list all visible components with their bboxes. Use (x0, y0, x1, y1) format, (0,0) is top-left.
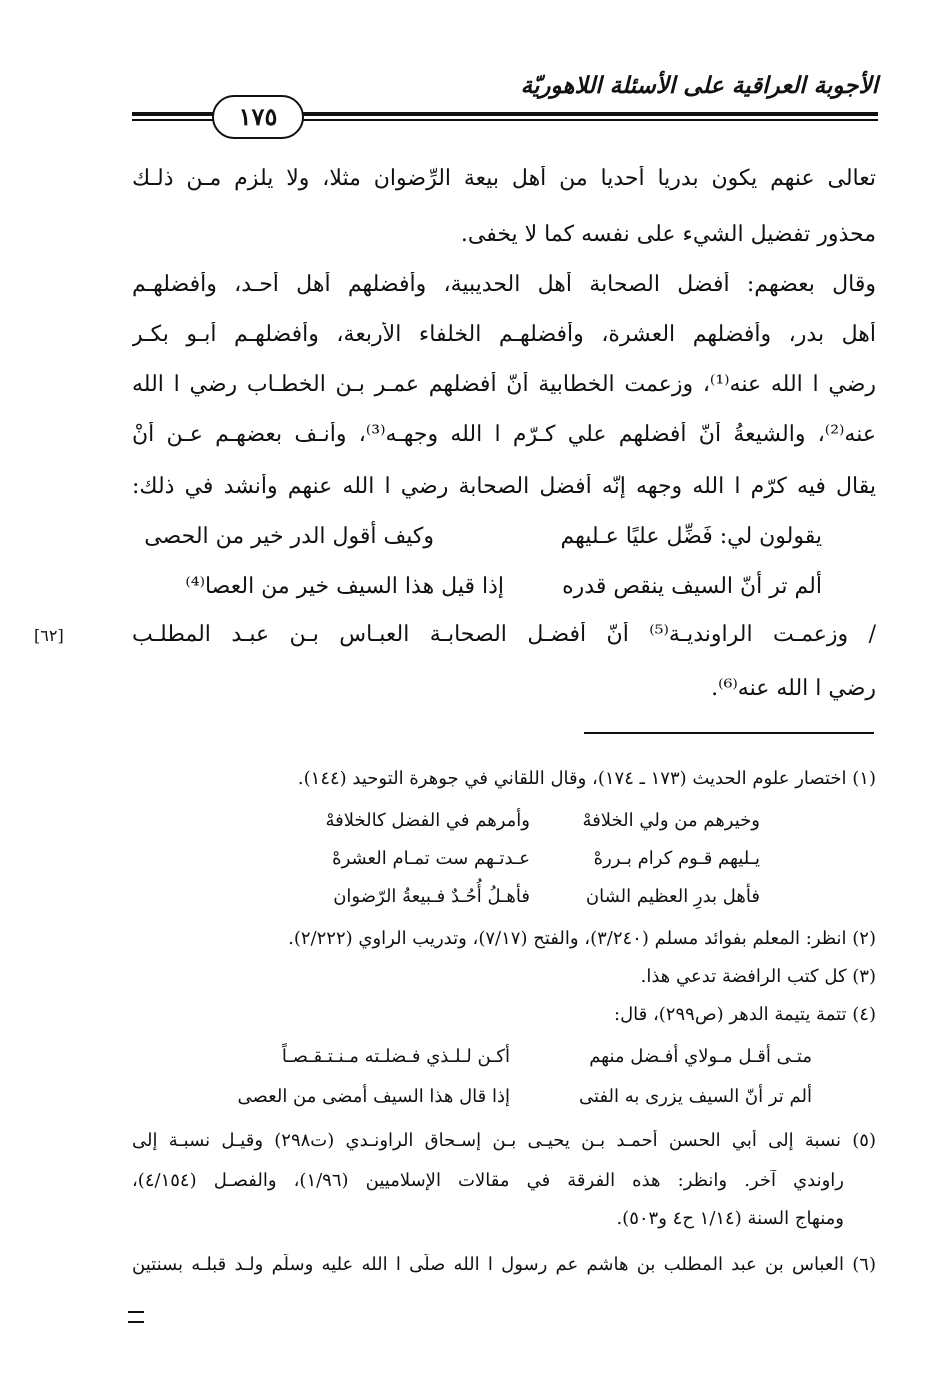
verse1-right: يقولون لي: فَضِّل عليًا عـليهم (560, 524, 822, 549)
footnote-6: (٦) العباس بن عبد المطلب بن هاشم عم رسول ا الله صلّى ا الله عليه وسلّم ولـد قبلـه بسنتين (132, 1254, 876, 1275)
verse2-right: ألم تر أنّ السيف ينقص قدره (562, 574, 822, 599)
footnote-2: (٢) انظر: المعلم بفوائد مسلم (٣/٢٤٠)، والفتح (٧/١٧)، وتدريب الراوي (٢/٢٢٢). (288, 928, 876, 949)
body-line-9: رضي ا الله عنه⁽⁶⁾. (711, 676, 876, 701)
fn4-verse2-left: إذا قال هذا السيف أمضى من العصى (237, 1086, 510, 1107)
body-line-2: محذور تفضيل الشيء على نفسه كما لا يخفى. (460, 222, 876, 247)
footnote-5-line2: راوندي آخر. وانظر: هذه الفرقة في مقالات الإسلاميين (١/٩٦)، والفصـل (٤/١٥٤)، (132, 1170, 844, 1191)
fn1-verse2-left: عـدتـهم ست تمـام العشرهْ (332, 848, 530, 869)
fn1-verse1-left: وأمرهم في الفضل كالخلافهْ (325, 810, 530, 831)
footnote-5-line3: ومنهاج السنة (١/١٤ ح٤ و٥٠٣). (616, 1208, 844, 1229)
body-line-7: يقال فيه كرّم ا الله وجهه إنّه أفضل الصحابة رضي ا الله عنهم وأنشد في ذلك: (132, 474, 876, 499)
footnote-separator (584, 732, 874, 734)
margin-reference: [٦٢] (34, 626, 64, 645)
body-line-1: تعالى عنهم يكون بدريا أحديا من أهل بيعة الرِّضوان مثلا، ولا يلزم مـن ذلـك (132, 166, 876, 191)
fn4-verse1-right: متـى أقـل مـولاي أفـضل منهم (589, 1046, 812, 1067)
body-line-4: أهل بدر، وأفضلهم العشرة، وأفضلهـم الخلفاء الأربعة، وأفضلهـم أبـو بكـر (132, 322, 876, 347)
page-number: ١٧٥ (212, 95, 304, 139)
body-line-3: وقال بعضهم: أفضل الصحابة أهل الحديبية، وأفضلهم أهل أحـد، وأفضلهـم (132, 272, 876, 297)
body-line-6: عنه⁽²⁾، والشيعةُ أنّ أفضلهم علي كـرّم ا الله وجهـه⁽³⁾، وأنـف بعضهـم عـن أنْ (132, 422, 876, 447)
footnote-5-line1: (٥) نسبة إلى أبي الحسن أحمـد بـن يحيـى بـن إسـحاق الراونـدي (ت٢٩٨) وقيـل نسبـة إلى (132, 1130, 876, 1151)
footnote-1: (١) اختصار علوم الحديث (١٧٣ ـ ١٧٤)، وقال اللقاني في جوهرة التوحيد (١٤٤). (297, 768, 876, 789)
fn1-verse3-right: فأهل بدرِ العظيم الشان (585, 886, 760, 907)
continuation-mark (128, 1311, 144, 1323)
fn1-verse3-left: فأهـلُ أُحُـدٌ فـبيعةُ الرّضوان (333, 886, 530, 907)
fn4-verse2-right: ألم تر أنّ السيف يزرى به الفتى (579, 1086, 812, 1107)
body-line-8: / وزعمـت الراونديـة⁽⁵⁾ أنّ أفضـل الصحابـة العبـاس بـن عبـد المطلـب (132, 622, 876, 647)
body-line-5: رضي ا الله عنه⁽¹⁾، وزعمت الخطابية أنّ أفضلهم عمـر بـن الخطـاب رضي ا الله (132, 372, 876, 397)
fn4-verse1-left: أكـن لـلـذي فـضلـته مـنـتـقـصـاً (281, 1046, 510, 1067)
fn1-verse2-right: يـليهم قـوم كرام بـررهْ (593, 848, 760, 869)
footnote-3: (٣) كل كتب الرافضة تدعي هذا. (640, 966, 876, 987)
footnote-4: (٤) تتمة يتيمة الدهر (ص٢٩٩)، قال: (614, 1004, 876, 1025)
verse2-left: إذا قيل هذا السيف خير من العصا⁽⁴⁾ (185, 574, 504, 599)
running-header: الأجوبة العراقية على الأسئلة اللاهوريّة (520, 72, 878, 99)
verse1-left: وكيف أقول الدر خير من الحصى (144, 524, 434, 549)
fn1-verse1-right: وخيرهم من ولي الخلافهْ (582, 810, 760, 831)
